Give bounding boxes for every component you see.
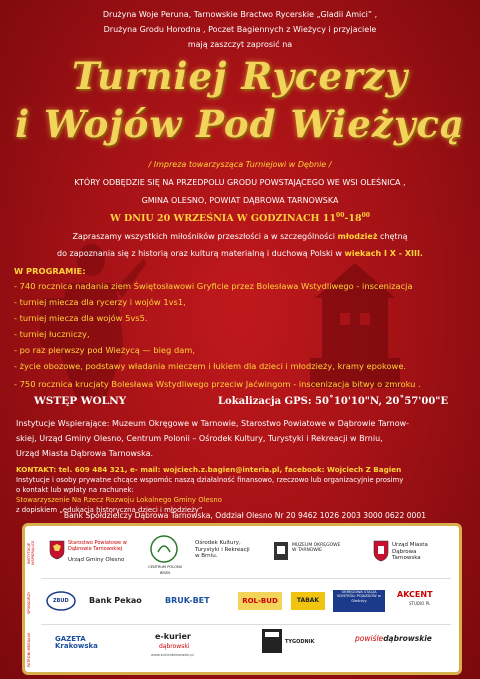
place-line-2: GMINA OLESNO, POWIAT DĄBROWA TARNOWSKA — [141, 196, 339, 205]
header-line-2: Drużyna Grodu Horodna , Poczet Bagiennych z Wieżycy i przyjaciele — [103, 25, 377, 34]
invite-1-c: chętną — [377, 232, 408, 241]
divider — [41, 578, 451, 579]
akcent-logo: AKCENT — [397, 590, 433, 599]
program-item-5: - po raz pierwszy pod Wieżycą — bieg dam, — [14, 345, 196, 355]
city-coat-of-arms-icon — [373, 540, 389, 562]
starostwo-logo: Starostwo Powiatowe w Dąbrowie Tarnowskiej — [68, 540, 127, 552]
time-sep: -18 — [344, 213, 362, 225]
rol-bud-logo: ROL-BUD — [238, 592, 282, 610]
powisle-text-2: dąbrowskie — [383, 634, 432, 643]
tygodnik-logo: TYGODNIK — [285, 639, 315, 645]
divider — [41, 624, 451, 625]
tygodnik-icon — [261, 628, 283, 654]
program-item-6: - życie obozowe, podstawy władania mieczem i łukiem dla dzieci i młodzieży, kramy epokowe. — [14, 361, 407, 371]
time-to: 00 — [361, 212, 370, 219]
contact-line-3: o kontakt lub wpłaty na rachunek: — [16, 486, 134, 494]
urzad-gminy-logo: Urząd Gminy Olesno — [68, 557, 125, 563]
contact-line: KONTAKT: tel. 609 484 321, e- mail: wojciech.z.bagien@interia.pl, facebook: Wojciech Z Bagien — [16, 465, 402, 474]
sponsors-panel — [22, 523, 462, 675]
bank-account — [10, 511, 480, 520]
akcent-sub-logo: STUDIO PL — [409, 601, 431, 606]
muzeum-logo: MUZEUM OKRĘGOWE W TARNOWIE — [292, 543, 341, 554]
e-kurier-url: www.kurierdabrowski.pl — [151, 653, 194, 657]
bank-pekao-logo: Bank Pekao — [89, 596, 142, 605]
side-label-institutions: INSTYTUCJE WSPIERAJĄCE — [27, 540, 35, 566]
gps-location: Lokalizacja GPS: 50˚10'10"N, 20˚57'00"E — [218, 396, 449, 407]
brzn-logo: BRZN — [159, 571, 171, 575]
support-line-2: skiej, Urząd Gminy Olesno, Centrum Polonii – Ośrodek Kultury, Turystyki i Rekreacji w Brniu, — [16, 434, 383, 443]
muzeum-icon — [273, 540, 289, 562]
title-line-2: i Wojów Pod Wieżycą — [15, 102, 465, 146]
header-line-1: Drużyna Woje Peruna, Tarnowskie Bractwo Rycerskie „Gladii Amici” , — [102, 10, 378, 19]
invite-line-2 — [0, 249, 480, 258]
program-item-3: - turniej miecza dla wojów 5vs5. — [14, 313, 148, 323]
contact-line-4: Stowarzyszenie Na Rzecz Rozwoju Lokalnego Gminy Olesno — [16, 496, 222, 504]
program-heading: W PROGRAMIE: — [14, 266, 86, 276]
invite-2-a: do zapoznania się z historią oraz kulturą materialną i duchową Polski w — [57, 249, 345, 258]
contact-line-2: Instytucje i osoby prywatne chcące wspomóc naszą działalność finansowo, rzeczowo lub organizacyjnie prosimy — [16, 476, 404, 484]
support-line-3: Urząd Miasta Dąbrowa Tarnowska. — [16, 449, 154, 458]
support-line-1: Instytucje Wspierające: Muzeum Okręgowe w Tarnowie, Starostwo Powiatowe w Dąbrowie Tarnow- — [16, 419, 410, 428]
okregowa-stacja-logo: OKRĘGOWA STACJA KONTROLI POJAZDÓW w Oleśnicy — [333, 590, 385, 612]
powisle-text: powiśle — [355, 634, 384, 643]
e-kurier-logo: e-kurier — [155, 632, 191, 641]
header-line-3: mają zaszczyt zaprosić na — [187, 40, 293, 49]
invite-1-b: młodzież — [337, 232, 378, 241]
date-text: W DNIU 20 WRZEŚNIA W GODZINACH 11 — [110, 213, 337, 225]
side-label-media: PATRONI MEDIALNI — [27, 633, 31, 667]
program-item-1: - 740 rocznica nadania ziem Świętosławowi Gryficie przez Bolesława Wstydliwego - inscenizacja — [14, 281, 413, 291]
program-item-4: - turniej łuczniczy, — [14, 329, 90, 339]
contact-line-5: z dopiskiem „edukacja historyczna dzieci i młodzieży” — [16, 506, 203, 514]
time-from: 00 — [336, 212, 345, 219]
program-item-2: - turniej miecza dla rycerzy i wojów 1vs1, — [14, 297, 186, 307]
place-line-1: KTÓRY ODBĘDZIE SIĘ NA PRZEDPOLU GRODU POWSTAJĄCEGO WE WSI OLEŚNICA , — [74, 178, 406, 187]
free-entry: WSTĘP WOLNY — [34, 395, 127, 407]
powisle-logo — [355, 634, 432, 643]
zbud-logo: ZBUD — [53, 598, 69, 604]
bruk-bet-logo: BRUK-BET — [165, 596, 210, 605]
e-kurier-sub-logo: dąbrowski — [159, 643, 190, 650]
bank-account-text: Bank Spółdzielczy Dąbrowa Tarnowska, Oddział Olesno Nr 20 9462 1026 2003 3000 0622 0001 — [63, 511, 427, 520]
side-label-sponsors: SPONSORZY — [27, 591, 31, 615]
program-item-7: - 750 rocznica krucjaty Bolesława Wstydliwego przeciw Jaćwingom - inscenizacja bitwy o zmroku . — [14, 379, 421, 389]
osrodek-logo: Ośrodek Kultury, Turystyki i Rekreacji w Brniu. — [195, 540, 250, 560]
coat-of-arms-icon — [49, 540, 65, 560]
tabak-logo: TABAK — [291, 592, 325, 610]
urzad-miasta-logo: Urząd Miasta Dąbrowa Tarnowska — [392, 542, 428, 562]
invite-2-b: wiekach I X - XIII. — [344, 249, 423, 258]
invite-1-a: Zapraszamy wszystkich miłośników przeszłości a w szczególności — [72, 232, 338, 241]
subtitle: / Impreza towarzysząca Turniejowi w Dębnie / — [148, 160, 332, 169]
date-line — [0, 212, 480, 224]
centrum-polonii-icon — [149, 534, 179, 564]
centrum-polonii-logo: CENTRUM POLONII — [148, 565, 182, 569]
title-line-1: Turniej Rycerzy — [72, 54, 408, 98]
invite-line-1 — [0, 232, 480, 241]
gazeta-krakowska-logo: GAZETA Krakowska — [55, 635, 98, 650]
